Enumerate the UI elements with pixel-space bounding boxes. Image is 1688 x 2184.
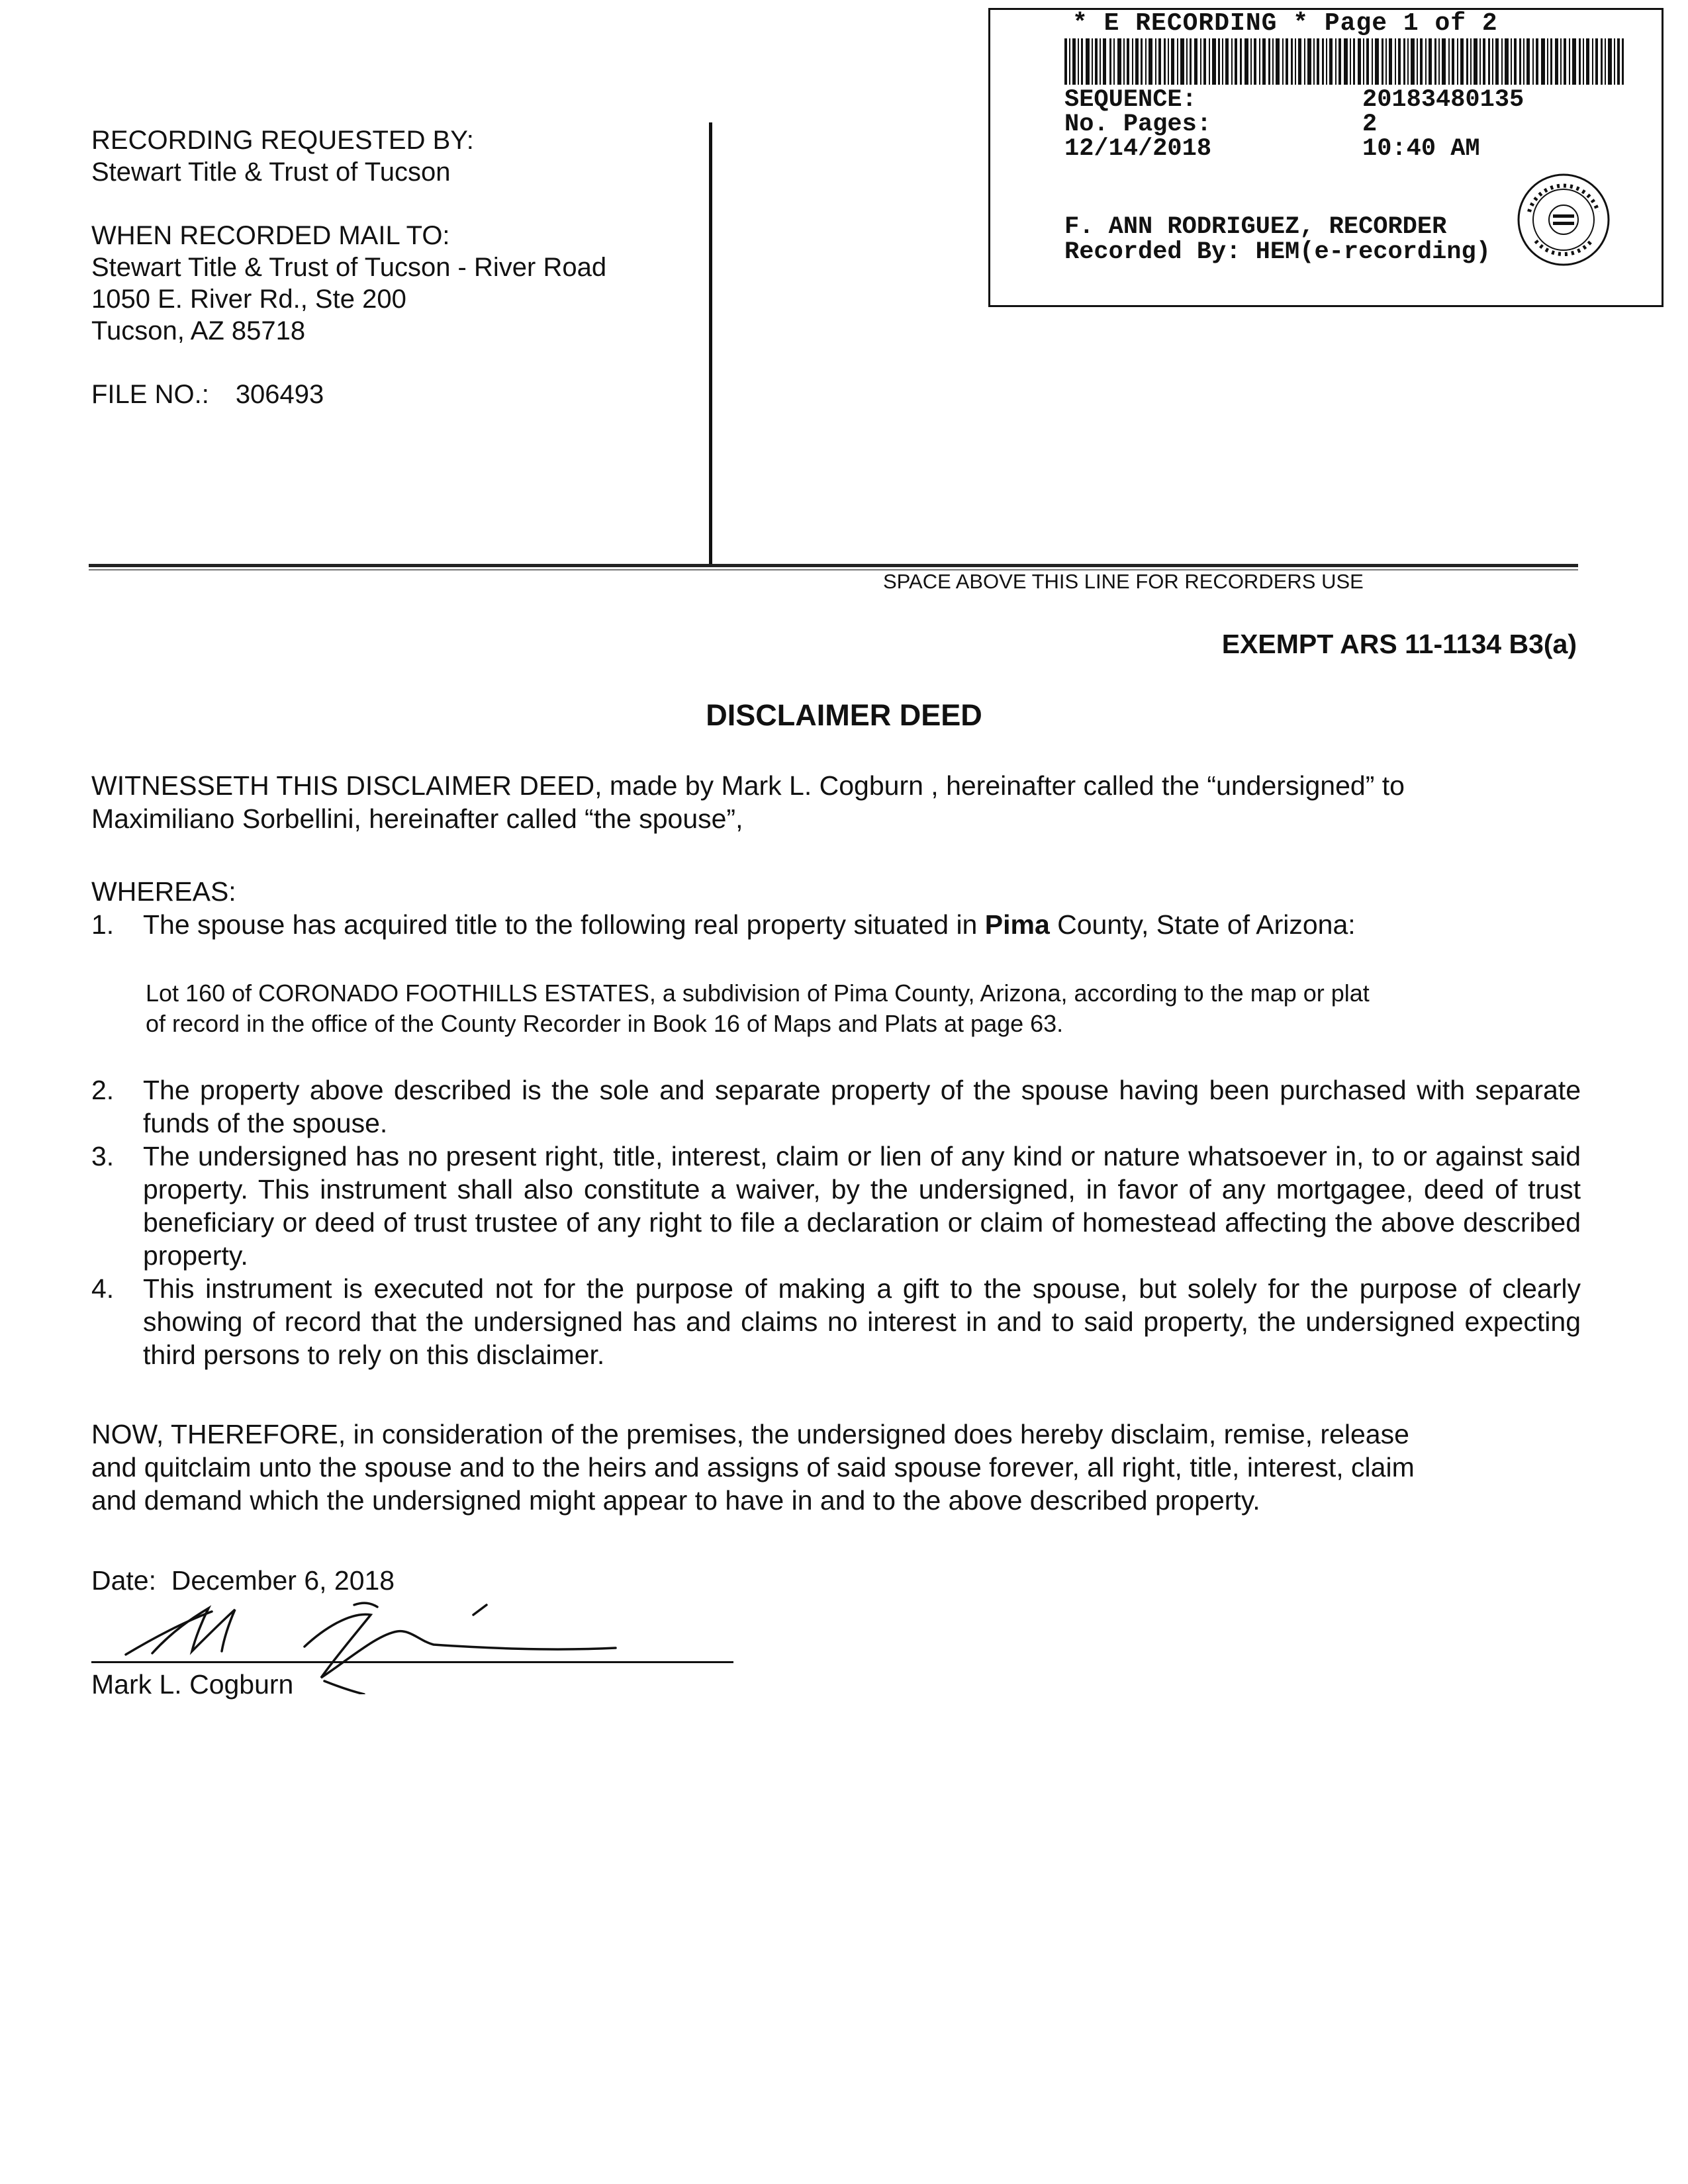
item-number: 1. [91,909,115,940]
signer-name: Mark L. Cogburn [91,1669,294,1700]
signature-line [91,1661,733,1663]
item-text: This instrument is executed not for the purpose of making a gift to the spouse, but solely for the purpose of clearly showing of record that the undersigned has and claims no interest in and to said property, the undersigned expecting third persons to rely on this disclaimer. [143,1273,1581,1370]
sequence-value: 20183480135 [1362,86,1524,114]
date-label: Date: [91,1565,156,1596]
barcode-icon [1064,38,1624,85]
now-therefore-line1: NOW, THEREFORE, in consideration of the premises, the undersigned does hereby disclaim, remise, release [91,1419,1409,1449]
legal-line1: Lot 160 of CORONADO FOOTHILLS ESTATES, a subdivision of Pima County, Arizona, according to the map or plat [146,979,1370,1007]
requested-by-label: RECORDING REQUESTED BY: [91,126,474,155]
recorded-by: Recorded By: HEM(e-recording) [1064,238,1491,266]
exempt-note: EXEMPT ARS 11-1134 B3(a) [1221,629,1577,659]
list-item [91,1140,1581,1272]
item1-text-before: The spouse has acquired title to the following real property situated in [143,909,985,940]
whereas-heading: WHEREAS: [91,876,236,907]
now-therefore-line3: and demand which the undersigned might appear to have in and to the above described property. [91,1485,1260,1516]
item1-county: Pima [984,909,1050,940]
date-value: December 6, 2018 [171,1565,395,1596]
item-number: 3. [91,1141,115,1171]
recorder-name: F. ANN RODRIGUEZ, RECORDER [1064,213,1447,241]
legal-line2: of record in the office of the County Recorder in Book 16 of Maps and Plats at page 63. [146,1010,1064,1037]
page-title: DISCLAIMER DEED [706,698,982,732]
list-item [91,1272,1581,1371]
record-time: 10:40 AM [1362,135,1480,163]
witnesseth-line1: WITNESSETH THIS DISCLAIMER DEED, made by Mark L. Cogburn , hereinafter called the “undersigned” to [91,770,1405,801]
item-number: 4. [91,1273,115,1304]
witnesseth-line2: Maximiliano Sorbellini, hereinafter called “the spouse”, [91,803,743,834]
stamp-header: * E RECORDING * Page 1 of 2 [1072,9,1498,38]
item1-text-after: County, State of Arizona: [1049,909,1356,940]
vertical-divider [709,122,712,565]
file-no [91,379,606,410]
now-therefore-line2: and quitclaim unto the spouse and to the heirs and assigns of said spouse forever, all right, title, interest, claim [91,1452,1415,1482]
county-seal-icon [1516,172,1612,268]
legal-description [146,978,1589,1039]
mail-to-address2: Tucson, AZ 85718 [91,316,306,345]
record-date: 12/14/2018 [1064,135,1212,163]
pages-value: 2 [1362,111,1378,138]
requested-by: Stewart Title & Trust of Tucson [91,158,451,187]
mail-to-address1: 1050 E. River Rd., Ste 200 [91,285,406,314]
mail-to-name: Stewart Title & Trust of Tucson - River Road [91,253,607,282]
space-above-note: SPACE ABOVE THIS LINE FOR RECORDERS USE [883,570,1364,593]
pages-label: No. Pages: [1064,111,1212,138]
recorder-use-rule [89,564,1578,567]
file-no-label: FILE NO.: [91,380,209,409]
item-number: 2. [91,1075,115,1105]
file-no-value: 306493 [235,380,324,409]
mail-to-label: WHEN RECORDED MAIL TO: [91,221,450,250]
now-therefore-paragraph [91,1418,1587,1517]
recording-info [91,124,606,410]
sequence-label: SEQUENCE: [1064,86,1197,114]
list-item [91,1073,1581,1140]
item-text: The property above described is the sole and separate property of the spouse having been purchased with separate funds of the spouse. [143,1075,1581,1138]
witnesseth-paragraph [91,769,1587,835]
item-text: The undersigned has no present right, title, interest, claim or lien of any kind or nature whatsoever in, to or against said property. This instrument shall also constitute a waiver, by the undersigned, in favor of any mortgagee, deed of trust beneficiary or deed of trust trustee of any right to file a declaration or claim of homestead affecting the above described property. [143,1141,1581,1271]
